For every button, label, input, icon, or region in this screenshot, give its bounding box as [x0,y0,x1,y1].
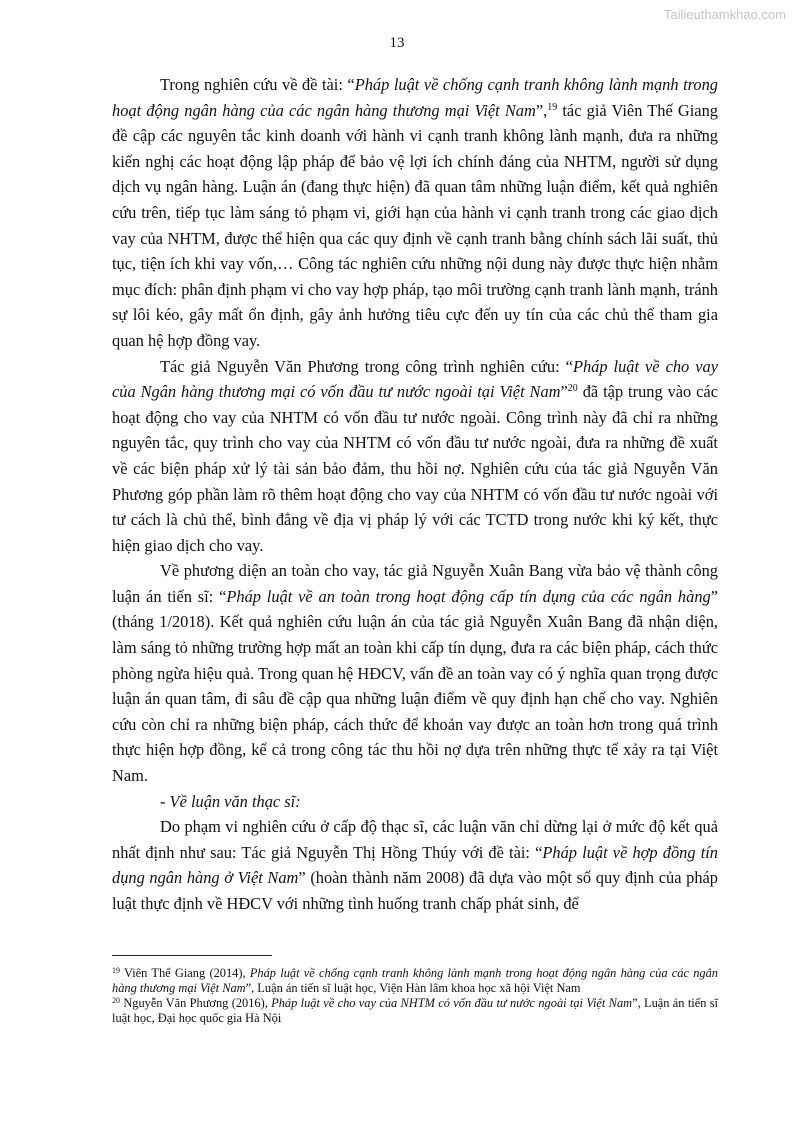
paragraph-2 [112,354,718,559]
paragraph-text: Về phương diện an toàn cho vay, tác giả Nguyễn Xuân Bang vừa bảo vệ thành công luận án tiến sĩ: “ [112,561,718,606]
paragraph-3 [112,558,718,788]
cited-title: Pháp luật về hợp đồng tín dụng ngân hàng ở Việt Nam [112,842,719,888]
paragraph-text: ”, [535,100,548,120]
footnote-divider [112,955,272,956]
section-subheading: - Về luận văn thạc sĩ: [160,791,301,811]
cited-title: Pháp luật về chống cạnh tranh không lành mạnh trong hoạt động ngân hàng của các ngân hàng thương mại Việt Nam [112,75,718,120]
footnote-ref-19[interactable]: 19 [547,101,558,113]
footnote-ref-20[interactable]: 20 [567,383,578,395]
footnote-19 [112,966,718,996]
footnote-title: Pháp luật về chống cạnh tranh không lành mạnh trong hoạt động ngân hàng của các ngân hàng thương mại Việt Nam [112,966,719,995]
paragraph-text: Tác giả Nguyễn Văn Phương trong công trình nghiên cứu: “ [160,356,573,376]
footnote-number: 19 [112,966,120,975]
page-number: 13 [389,35,405,51]
paragraph-text: đã tập trung vào các hoạt động cho vay của NHTM có vốn đầu tư nước ngoài. Công trình này đã chỉ ra những nguyên tắc, quy trình cho vay của NHTM có vốn đầu tư nước ngoài, đưa ra những đề xuất về các biện pháp xử lý tài sản bảo đảm, thu hồi nợ. Nghiên cứu của tác giả Nguyễn Văn Phương góp phần làm rõ thêm hoạt động cho vay của NHTM có vốn đầu tư nước ngoài với tư cách là chủ thể, bình đẳng về địa vị pháp lý với các TCTD trong nước khi ký kết, thực hiện giao dịch cho vay. [112,382,718,555]
paragraph-text: tác giả Viên Thế Giang đề cập các nguyên tắc kinh doanh với hành vi cạnh tranh không lành mạnh, đưa ra những kiến nghị các hoạt động lập pháp để bảo vệ lợi ích chính đáng của NHTM, người sử dụng dịch vụ ngân hàng. Luận án (đang thực hiện) đã quan tâm những luận điểm, kết quả nghiên cứu trên, tiếp tục làm sáng tỏ phạm vi, giới hạn của hành vi cạnh tranh trong các giao dịch vay của NHTM, được thể hiện qua các quy định về cạnh tranh bằng chính sách lãi suất, thủ tục, tiện ích khi vay vốn,… Công tác nghiên cứu những nội dung này được thực hiện nhằm mục đích: phân định phạm vi cho vay hợp pháp, tạo môi trường cạnh tranh lành mạnh, tránh sự lôi kéo, gây mất ổn định, gây ảnh hưởng tiêu cực đến uy tín của các chủ thể tham gia quan hệ hợp đồng vay. [112,100,718,350]
cited-title: Pháp luật về cho vay của Ngân hàng thương mại có vốn đầu tư nước ngoài tại Việt Nam [112,356,718,402]
footnote-text: Viên Thế Giang (2014), [120,966,250,980]
footnote-text: Nguyễn Văn Phương (2016), [120,996,272,1010]
cited-title: Pháp luật về an toàn trong hoạt động cấp tín dụng của các ngân hàng [226,586,711,606]
paragraph-text: ” (hoàn thành năm 2008) đã dựa vào một số quy định của pháp luật thực định về HĐCV với những tình huống tranh chấp phát sinh, để [112,868,718,913]
paragraph-text: Trong nghiên cứu về đề tài: “ [160,75,355,94]
footnote-number: 20 [112,996,120,1005]
footnote-title: Pháp luật về cho vay của NHTM có vốn đầu tư nước ngoài tại Việt Nam [271,996,633,1010]
paragraph-text: ” (tháng 1/2018). Kết quả nghiên cứu luận án của tác giả Nguyễn Xuân Bang đã nhận diện, làm sáng tỏ những trường hợp mất an toàn khi cấp tín dụng, đưa ra các biện pháp, cách thức phòng ngừa hiệu quả. Trong quan hệ HĐCV, vấn đề an toàn vay có ý nghĩa quan trọng được luận án quan tâm, đi sâu đề cập qua những luận điểm về quy định hạn chế cho vay. Nghiên cứu còn chỉ ra những biện pháp, cách thức để khoản vay được an toàn hơn trong quá trình thực hiện hợp đồng, kể cả trong công tác thu hồi nợ dựa trên những thực tế xảy ra tại Việt Nam. [112,586,718,786]
watermark: Tailieuthamkhao.com [663,7,786,22]
footnotes [112,966,718,1026]
paragraph-text: ” [560,382,568,402]
paragraph-text: Do phạm vi nghiên cứu ở cấp độ thạc sĩ, các luận văn chỉ dừng lại ở mức độ kết quả nhất định như sau: Tác giả Nguyễn Thị Hồng Thúy với đề tài: “ [112,817,718,862]
paragraph-1 [112,72,718,354]
footnote-text: ”, Luận án tiến sĩ luật học, Viện Hàn lâm khoa học xã hội Việt Nam [245,981,581,995]
page-body [112,72,718,917]
paragraph-4 [112,814,718,916]
footnote-20 [112,996,718,1026]
footnote-text: ”, Luận án tiến sĩ luật học, Đại học quốc gia Hà Nội [112,996,718,1025]
